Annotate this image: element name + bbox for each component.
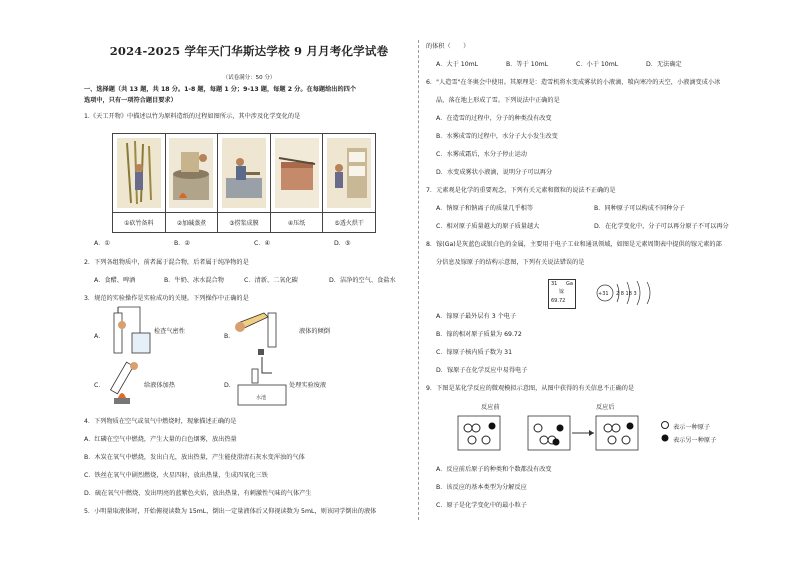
q1-pic-2 [166,134,219,212]
q6-stem-line2: 晶，落在地上形成了雪。下列说法中正确的是 [436,97,560,104]
q9-legend-open: 表示一种原子 [673,424,711,431]
q8-element-cell [548,279,576,309]
q8-stem-line1: 8．镓(Ga)是灰蓝色或银白色的金属，主要用于电子工业和通讯领域，如图是元素周期表中提供的镓元素的部 [426,241,722,248]
q6-option-a: A．在造雪的过程中，分子的种类没有改变 [436,115,552,122]
q3-sink-label: 水池 [256,395,267,401]
q9-stem: 9．下图是某化学反应的微观模拟示意图，从图中获得的有关信息不正确的是 [426,385,635,392]
score-note: （试卷满分：50 分） [222,75,276,81]
q4-option-d: D．硫在氧气中燃烧，发出明亮的蓝紫色火焰，放出热量，有刺激性气味的气体产生 [84,490,312,497]
q4-option-b: B．木炭在氧气中燃烧，发出白光，放出热量，产生能使澄清石灰水变浑浊的气体 [84,454,305,461]
q7-option-c: C．相对原子质量越大的原子质量越大 [436,223,540,230]
q3-label-a: A． [94,333,105,340]
q3-label-b: B． [224,333,235,340]
q5-option-a: A．大于 10mL [436,61,479,68]
q8-option-c: C．镓原子核内质子数为 31 [436,349,513,356]
q6-option-c: C．水雾成霜后，水分子停止运动 [436,151,527,158]
q5-option-c: C．小于 10mL [576,61,619,68]
q1-option-c: C．④ [254,240,271,247]
q1-option-d: D．⑤ [334,240,351,247]
q3-stem: 3．规范的实验操作是实验成功的关键。下列操作中正确的是 [84,295,249,302]
q1-caption-3: ③捞浆成膜 [218,213,271,232]
q7-option-b: B．同种原子可以构成不同种分子 [594,205,685,212]
q4-stem: 4．下列物质在空气或氧气中燃烧时，现象描述正确的是 [84,418,237,425]
q5-stem: 5．小明量取液体时，开始俯视读数为 15mL，倒出一定量液体后又仰视读数为 5mL，则该同学倒出的液体 [84,508,377,515]
q8-option-b: B．镓的相对原子质量为 69.72 [436,331,522,338]
q3-diagram-d [232,355,292,410]
q8-shell-electrons: 2 8 18 3 [616,291,637,297]
q8-option-a: A．镓原子最外层有 3 个电子 [436,313,517,320]
q4-option-c: C．铁丝在氧气中剧烈燃烧，火星四射，放出热量，生成四氧化三铁 [84,472,268,479]
q1-pic-3 [218,134,271,212]
section1-line1: 一、选择题（共 13 题，共 18 分。1-8 题，每题 1 分；9-13 题，每题 2 分。在每题给出的四个 [84,86,357,93]
q5-stem-cont: 的体积（ ） [426,43,470,50]
q1-pic-5 [323,134,375,212]
q9-option-a: A．反应前后原子的种类和个数都没有改变 [436,466,552,473]
q3-caption-b: 液体的倾倒 [299,328,330,335]
q3-label-d: D． [224,382,235,389]
q6-stem-line1: 6．"人造雪"在冬奥会中使用。其原理是：造雪机将水变成雾状的小液滴，喷向寒冷的天空，小液滴变成小冰 [426,79,721,86]
q1-pic-4 [271,134,324,212]
q3-label-c: C． [94,382,105,389]
q9-after-label: 反应后 [596,404,615,411]
q9-option-c: C．原子是化学变化中的最小粒子 [436,502,527,509]
q2-option-d: D．洁净的空气、食盐水 [329,277,396,284]
q2-option-b: B．牛奶、冰水混合物 [164,277,224,284]
q3-diagram-a [100,305,180,360]
q1-pic-1 [113,134,166,212]
q6-option-b: B．水雾成雪的过程中，水分子大小发生改变 [436,133,558,140]
q5-option-d: D．无法确定 [646,61,682,68]
q2-stem: 2．下列各组物质中，前者属于混合物，后者属于纯净物的是 [84,259,249,266]
q1-caption-5: ⑤透火烘干 [334,220,364,227]
q8-nucleus-charge: +31 [598,291,609,297]
q1-caption-1: ①砍竹备料 [113,213,166,232]
q1-stem: 1.《天工开物》中描述以竹为原料造纸的过程如图所示，其中涉及化学变化的是 [84,113,301,120]
q3-diagram-b [228,303,298,358]
q1-caption-4: ④压纸 [271,213,324,232]
q9-legend-icons [660,420,670,446]
q9-before-label: 反应前 [481,404,500,411]
q4-option-a: A．红磷在空气中燃烧，产生大量的白色烟雾，放出热量 [84,436,237,443]
q8-atomic-mass: 69.72 [551,298,566,304]
q8-element-name: 镓 [559,289,565,295]
q3-caption-c: 给液体加热 [144,382,175,389]
q8-atom-diagram [595,278,665,308]
q7-option-a: A．钠原子和钠离子的质量几乎相等 [436,205,534,212]
q3-caption-a: 检查气密性 [154,328,185,335]
q3-diagram-c [108,358,158,408]
q6-option-d: D．水变成雾状小液滴，说明分子可以再分 [436,169,553,176]
q5-option-b: B．等于 10mL [506,61,549,68]
q7-option-d: D．在化学变化中，分子可以再分原子不可以再分 [594,223,729,230]
q3-caption-d: 处理实验废液 [289,382,327,389]
q9-reaction-diagram [456,412,656,454]
q1-caption-2: ②加碱蒸煮 [166,213,219,232]
q8-atomic-number: 31 [551,281,558,287]
q1-option-b: B．② [174,240,190,247]
page-title: 2024-2025 学年天门华斯达学校 9 月月考化学试卷 [109,44,389,58]
q9-legend-filled: 表示另一种原子 [673,437,717,444]
q2-option-c: C．清新、二氧化碳 [244,277,298,284]
q7-stem: 7．元素观是化学的重要观念，下列有关元素和微粒的说法不正确的是 [426,187,616,194]
q1-image-table [112,133,376,233]
column-divider [418,40,419,520]
q8-element-symbol: Ga [566,281,573,287]
q8-option-d: D．镓原子在化学反应中易得电子 [436,367,528,374]
q2-option-a: A．食醋、啤酒 [94,277,136,284]
q8-stem-line2: 分信息及镓原子的结构示意图，下列有关说法错误的是 [436,259,585,266]
q9-option-b: B．该反应的基本类型为分解反应 [436,484,527,491]
section1-line2: 选项中，只有一项符合题目要求） [84,97,177,104]
q1-option-a: A．① [94,240,110,247]
